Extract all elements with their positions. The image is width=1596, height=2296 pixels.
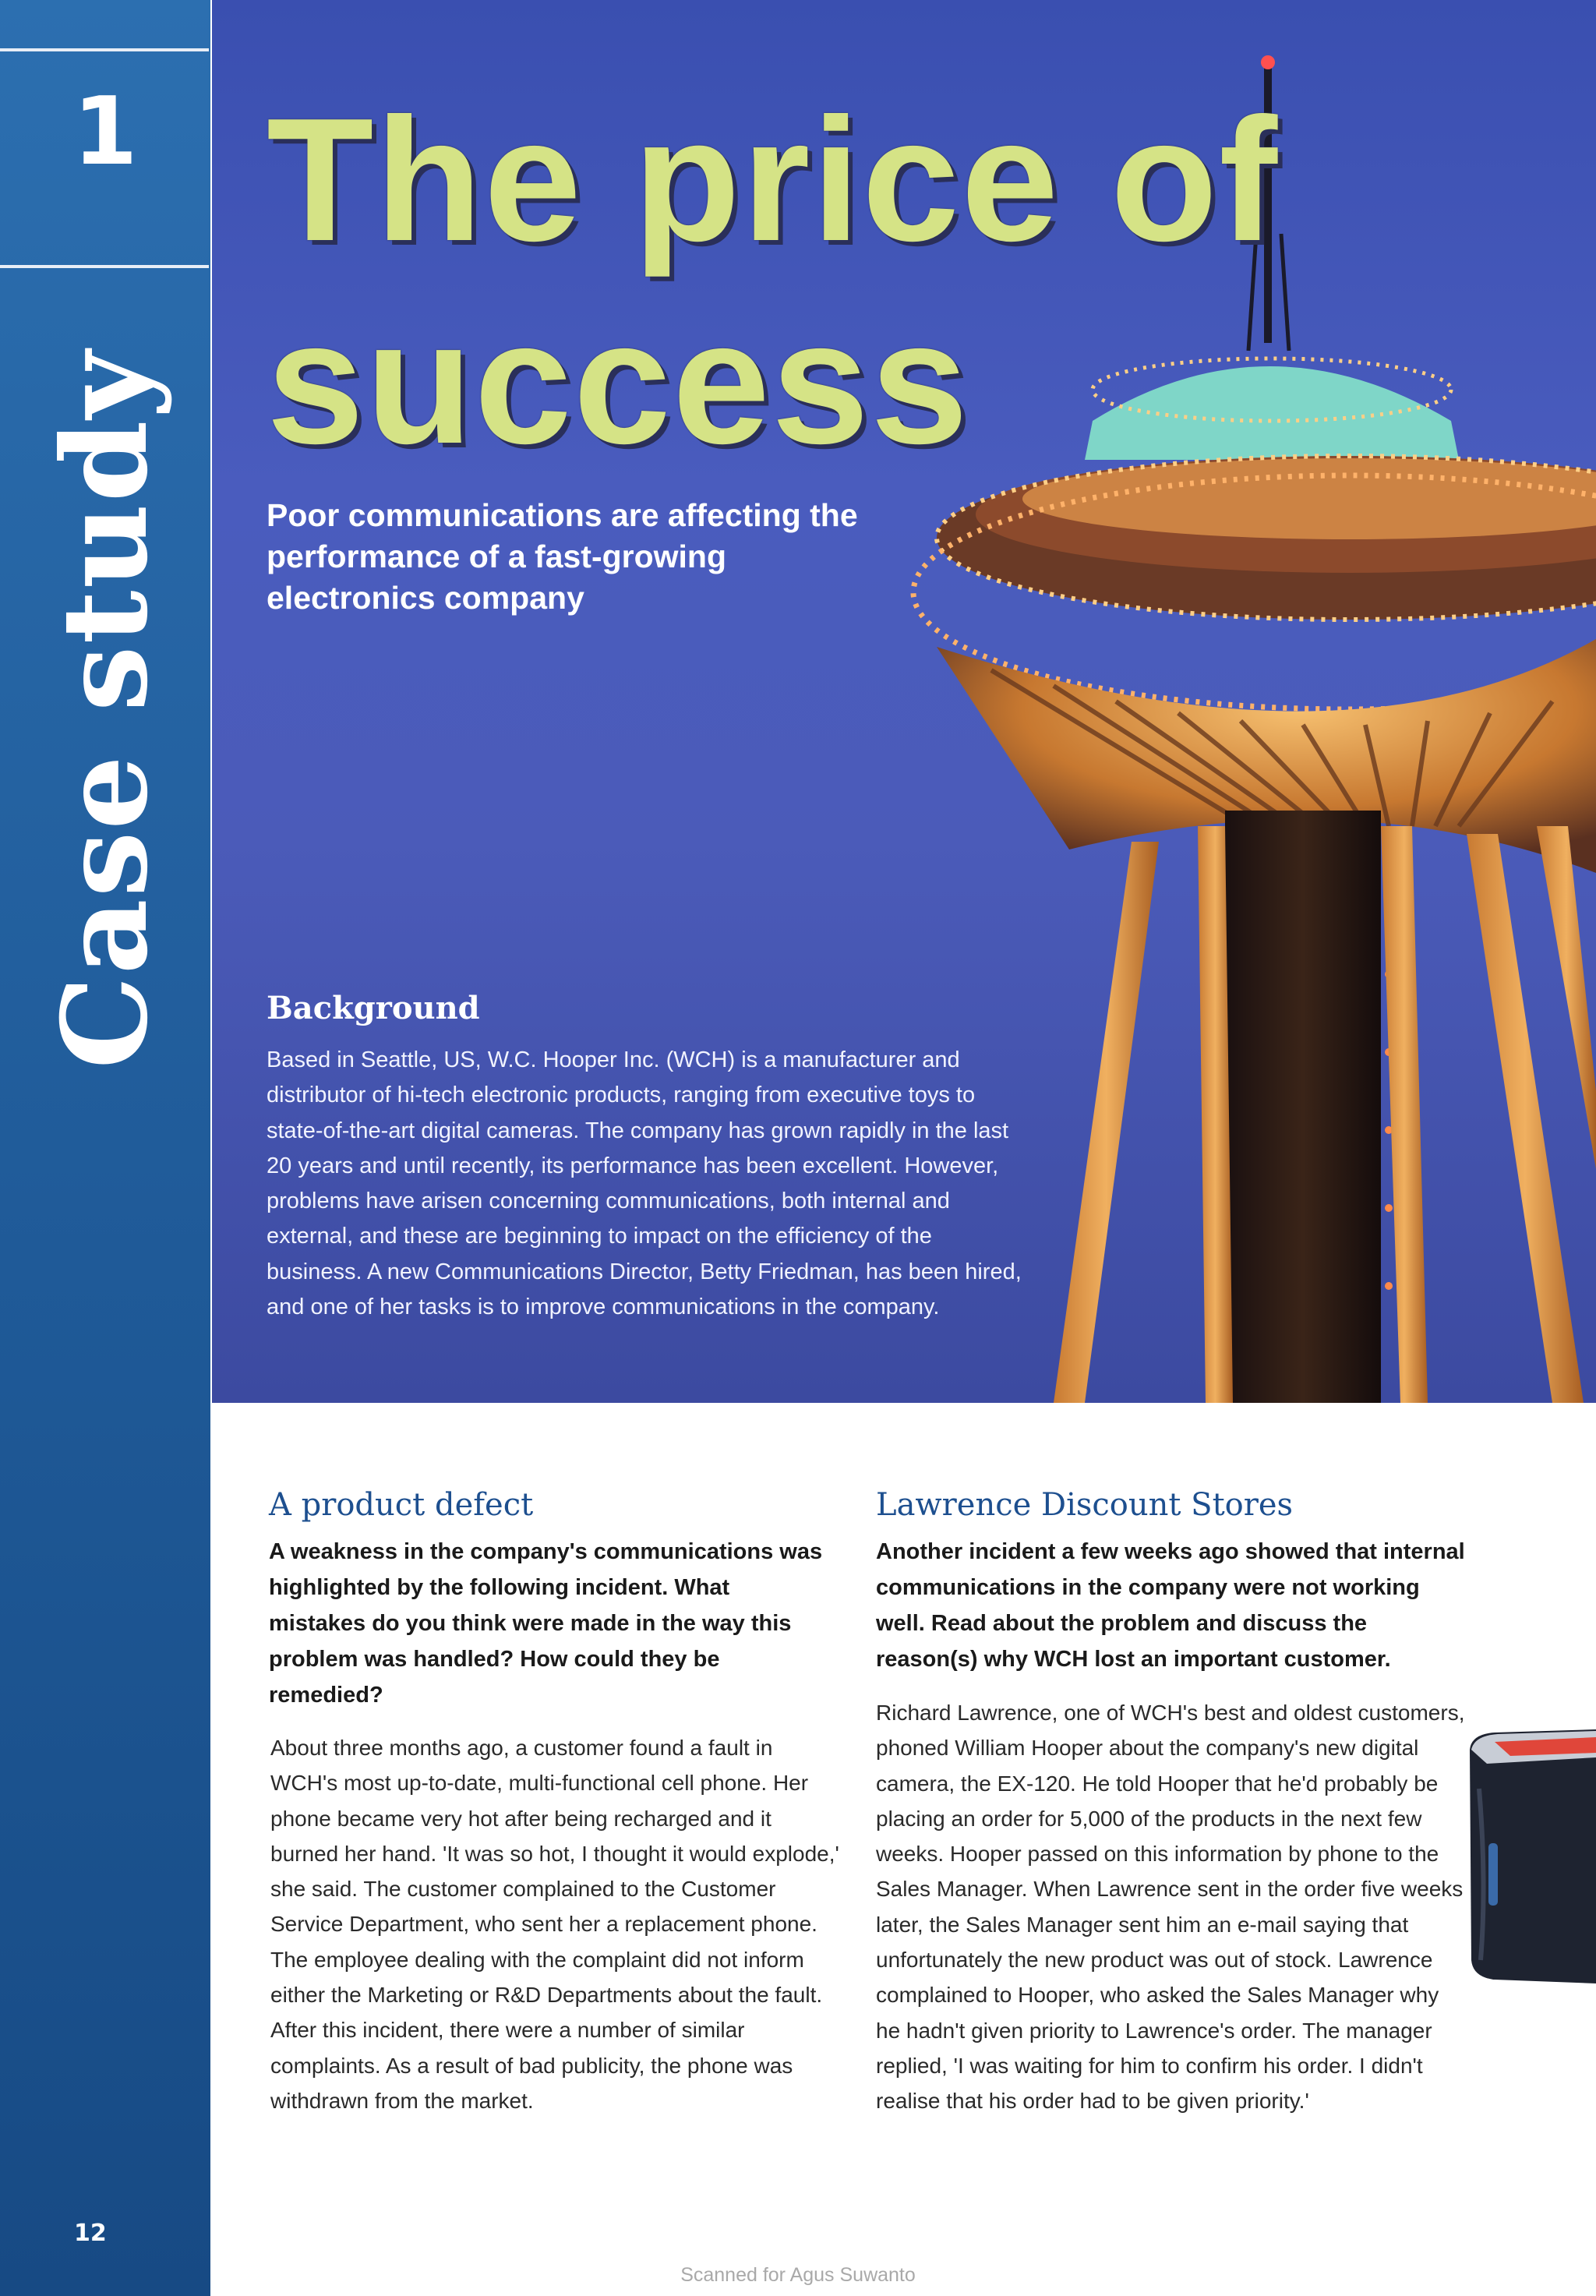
page-title [267,78,1435,483]
background-heading: Background [267,990,480,1026]
case-study-label: Case study [37,349,174,1069]
product-defect-body: About three months ago, a customer found a fault in WCH's most up-to-date, multi-functional cell phone. Her phone became very hot after being recharged and it burned her hand. 'It was so hot, I thought it would explode,' she said. The customer complained to the Customer Service Department, who sent her a replacement phone. The employee dealing with the complaint did not inform either the Marketing or R&D Departments about the fault. After this incident, there were a number of similar complaints. As a result of bad publicity, the phone was withdrawn from the market. [270,1736,839,2113]
lawrence-heading: Lawrence Discount Stores [876,1487,1294,1523]
lawrence-body: Richard Lawrence, one of WCH's best and oldest customers, phoned William Hooper about the company's new digital camera, the EX-120. He told Hooper that he'd probably be placing an order for 5,000 of the products in the next few weeks. Hooper passed on this information by phone to the Sales Manager. When Lawrence sent in the order five weeks later, the Sales Manager sent him an e-mail saying that unfortunately the new product was out of stock. Lawrence complained to Hooper, who asked the Sales Manager why he hadn't given priority to Lawrence's order. The manager replied, 'I was waiting for him to confirm his order. I didn't realise that his order had to be given priority.' [876,1701,1465,2114]
scan-credit: Scanned for Agus Suwanto [680,2264,916,2286]
product-defect-heading: A product defect [269,1487,534,1523]
sidebar [0,0,210,2296]
sidebar-divider-top [0,48,209,51]
background-paragraph: Based in Seattle, US, W.C. Hooper Inc. (WCH) is a manufacturer and distributor of hi-tech electronic products, ranging from executive toys to state-of-the-art digital cameras. The company has grown rapidly in the last 20 years and until recently, its performance has been excellent. However, problems have arisen concerning communications, both internal and external, and these are beginning to impact on the efficiency of the business. A new Communications Director, Betty Friedman, has been hired, and one of her tasks is to improve communications in the company. [267,1047,1022,1320]
title-line-1: The price of [267,81,1280,277]
subtitle: Poor communications are affecting the performance of a fast-growing electronics company [267,497,858,616]
case-number: 1 [72,78,138,186]
page-number: 12 [74,2220,107,2247]
hero-panel [212,0,1596,1403]
product-defect-lead: A weakness in the company's communications was highlighted by the following incident. What mistakes do you think were made in the way this problem was handled? How could they be remedied? [269,1539,823,1708]
digital-camera-photo [1464,1726,1596,1983]
lawrence-lead: Another incident a few weeks ago showed that internal communications in the company were not working well. Read about the problem and discuss the reason(s) why WCH lost an important customer. [876,1539,1465,1672]
title-line-2: success [267,284,970,480]
sidebar-divider-bottom [0,265,209,268]
